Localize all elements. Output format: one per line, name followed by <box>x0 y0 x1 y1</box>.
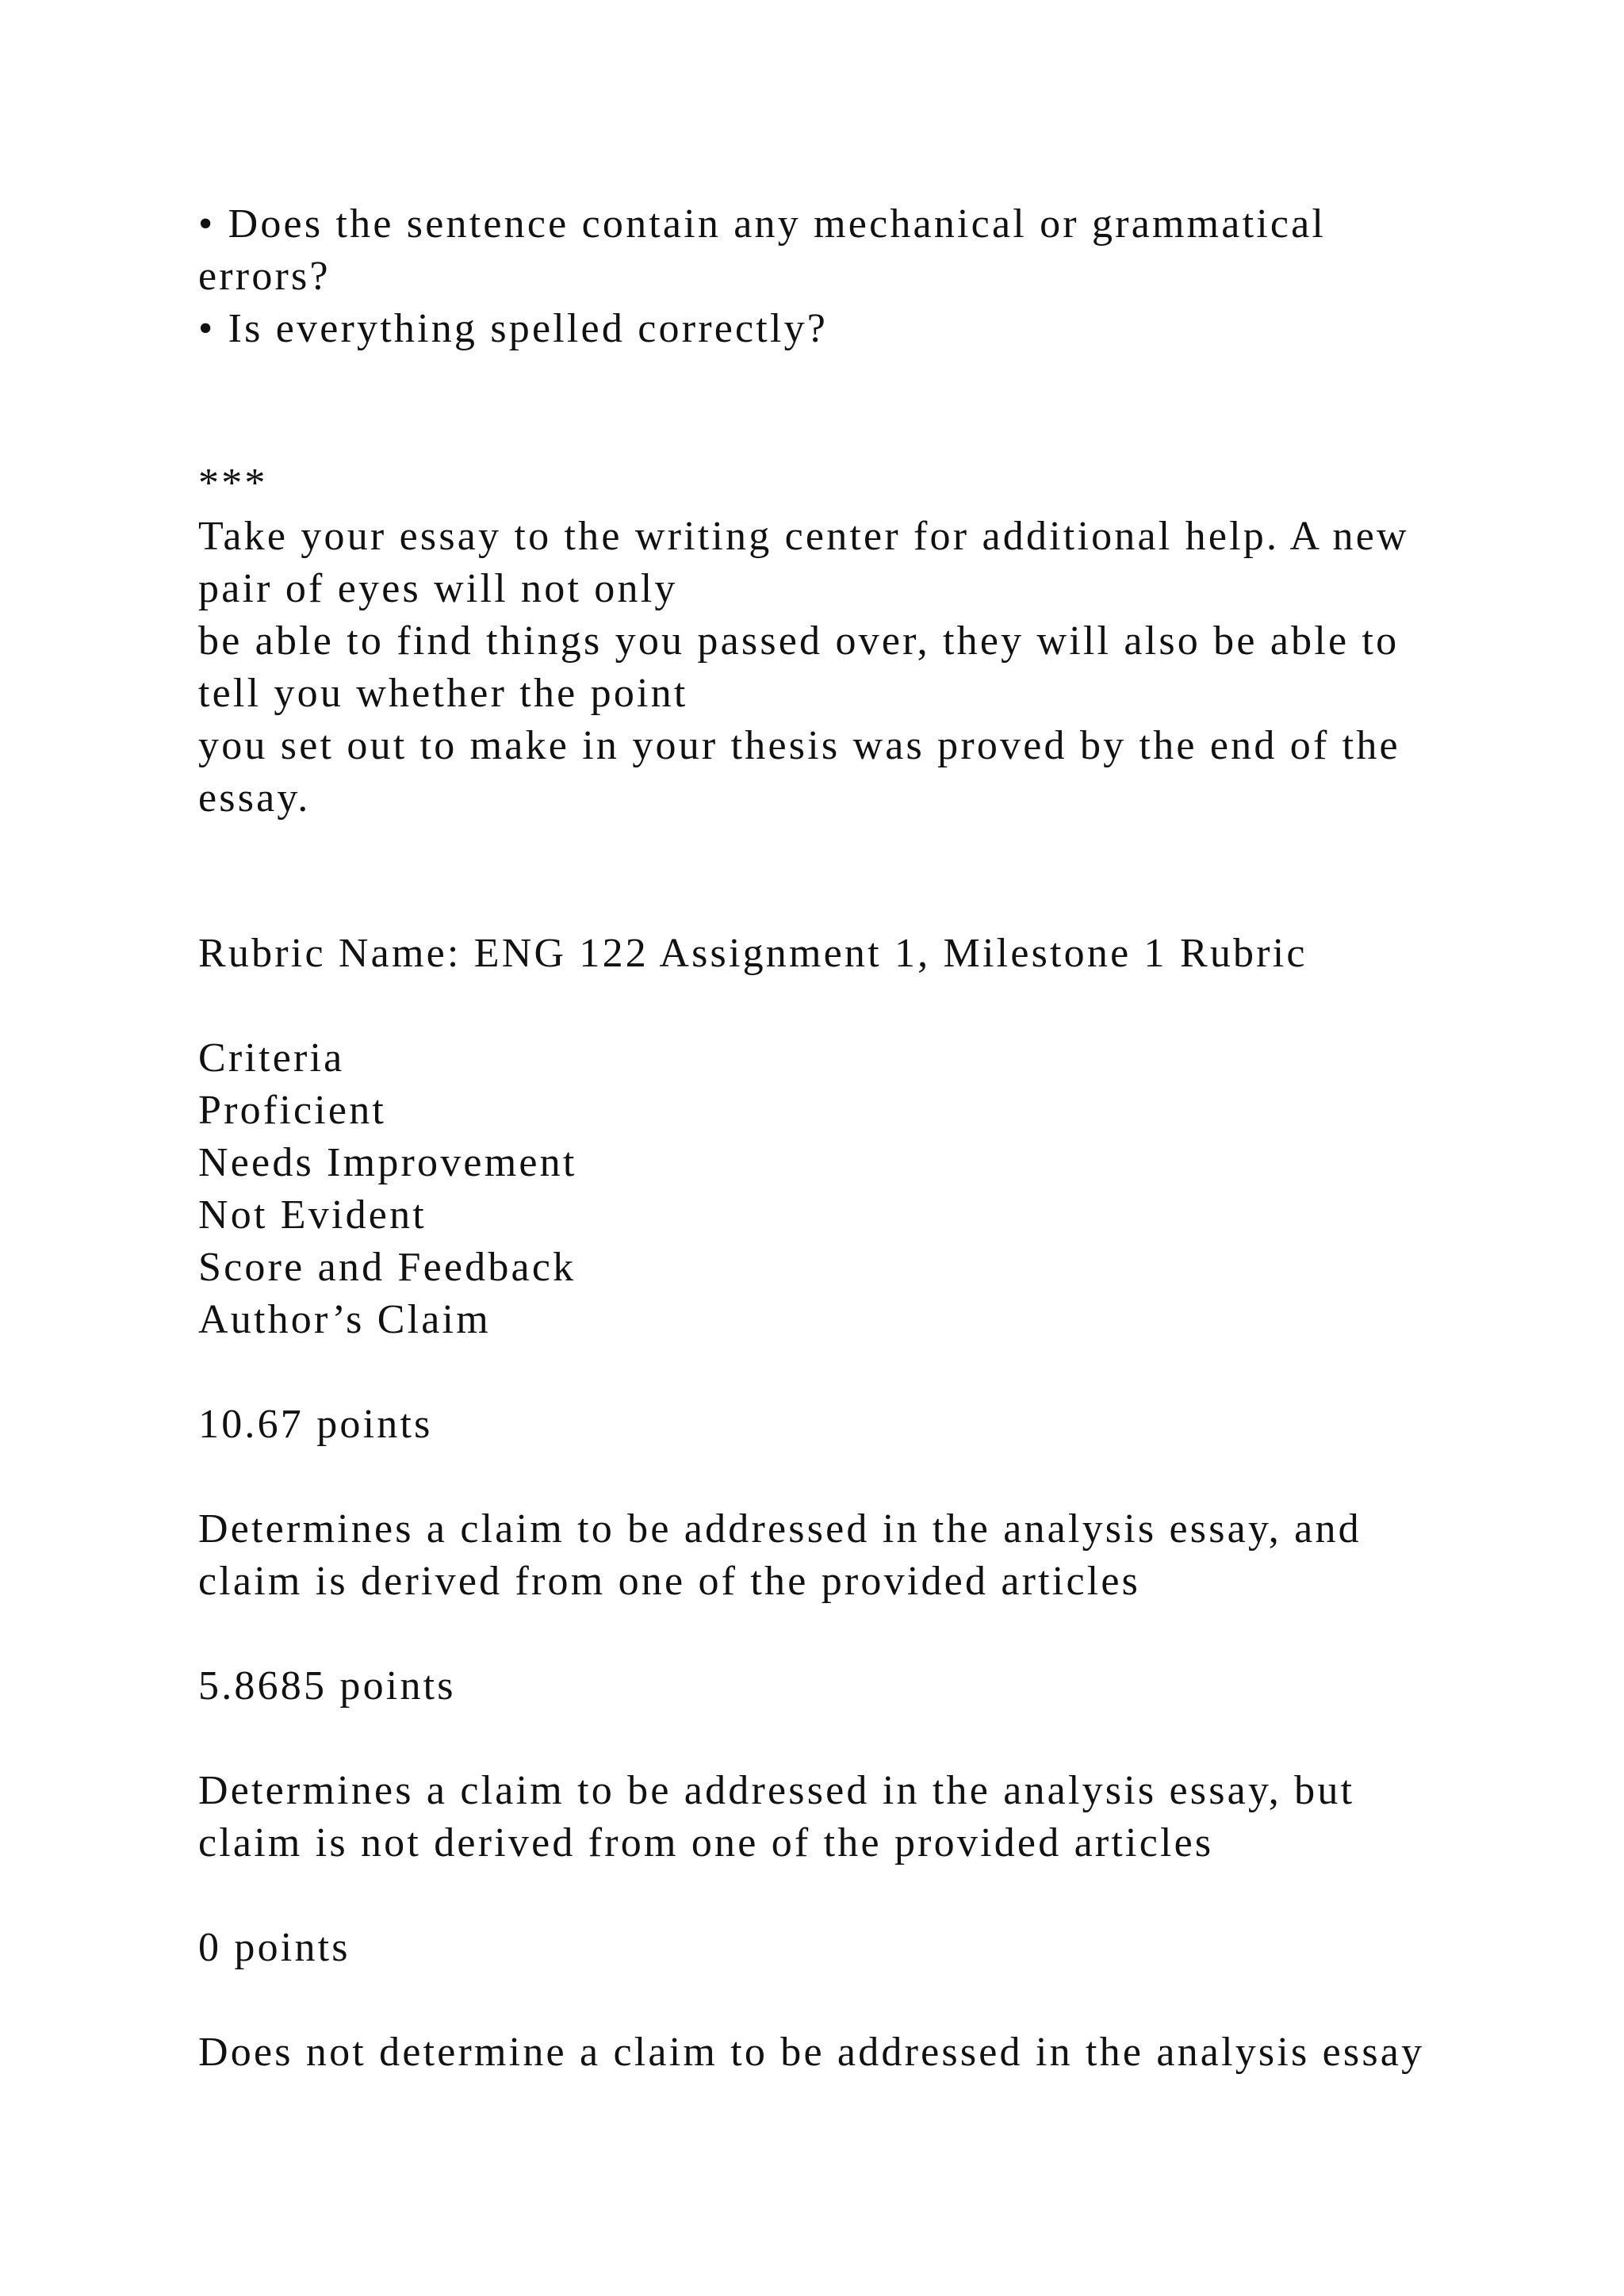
tip-line: Take your essay to the writing center for additional help. A new <box>198 514 1409 559</box>
rubric-name: Rubric Name: ENG 122 Assignment 1, Milestone 1 Rubric <box>198 931 1308 976</box>
needs-improvement-description: Determines a claim to be addressed in the analysis essay, but <box>198 1768 1355 1813</box>
section-separator: *** <box>198 461 268 506</box>
proficient-description-cont: claim is derived from one of the provided articles <box>198 1559 1141 1604</box>
rubric-criterion: Author’s Claim <box>198 1297 491 1342</box>
rubric-header-not-evident: Not Evident <box>198 1192 427 1238</box>
proficient-description: Determines a claim to be addressed in the analysis essay, and <box>198 1506 1362 1552</box>
checklist-item-spelling: • Is everything spelled correctly? <box>198 306 829 351</box>
rubric-header-score-feedback: Score and Feedback <box>198 1245 576 1290</box>
rubric-header-needs-improvement: Needs Improvement <box>198 1140 577 1185</box>
checklist-item-mechanics-cont: errors? <box>198 254 331 299</box>
not-evident-description: Does not determine a claim to be addressed in the analysis essay <box>198 2030 1425 2075</box>
proficient-points: 10.67 points <box>198 1402 433 1447</box>
tip-line: be able to find things you passed over, they will also be able to <box>198 618 1400 664</box>
rubric-header-proficient: Proficient <box>198 1088 387 1133</box>
tip-line: pair of eyes will not only <box>198 566 678 611</box>
rubric-header-criteria: Criteria <box>198 1035 345 1081</box>
tip-line: tell you whether the point <box>198 671 688 716</box>
tip-line: you set out to make in your thesis was proved by the end of the <box>198 723 1400 768</box>
not-evident-points: 0 points <box>198 1925 350 1970</box>
needs-improvement-points: 5.8685 points <box>198 1663 456 1709</box>
checklist-item-mechanics: • Does the sentence contain any mechanical or grammatical <box>198 201 1327 247</box>
tip-line: essay. <box>198 775 311 821</box>
needs-improvement-description-cont: claim is not derived from one of the provided articles <box>198 1820 1214 1866</box>
